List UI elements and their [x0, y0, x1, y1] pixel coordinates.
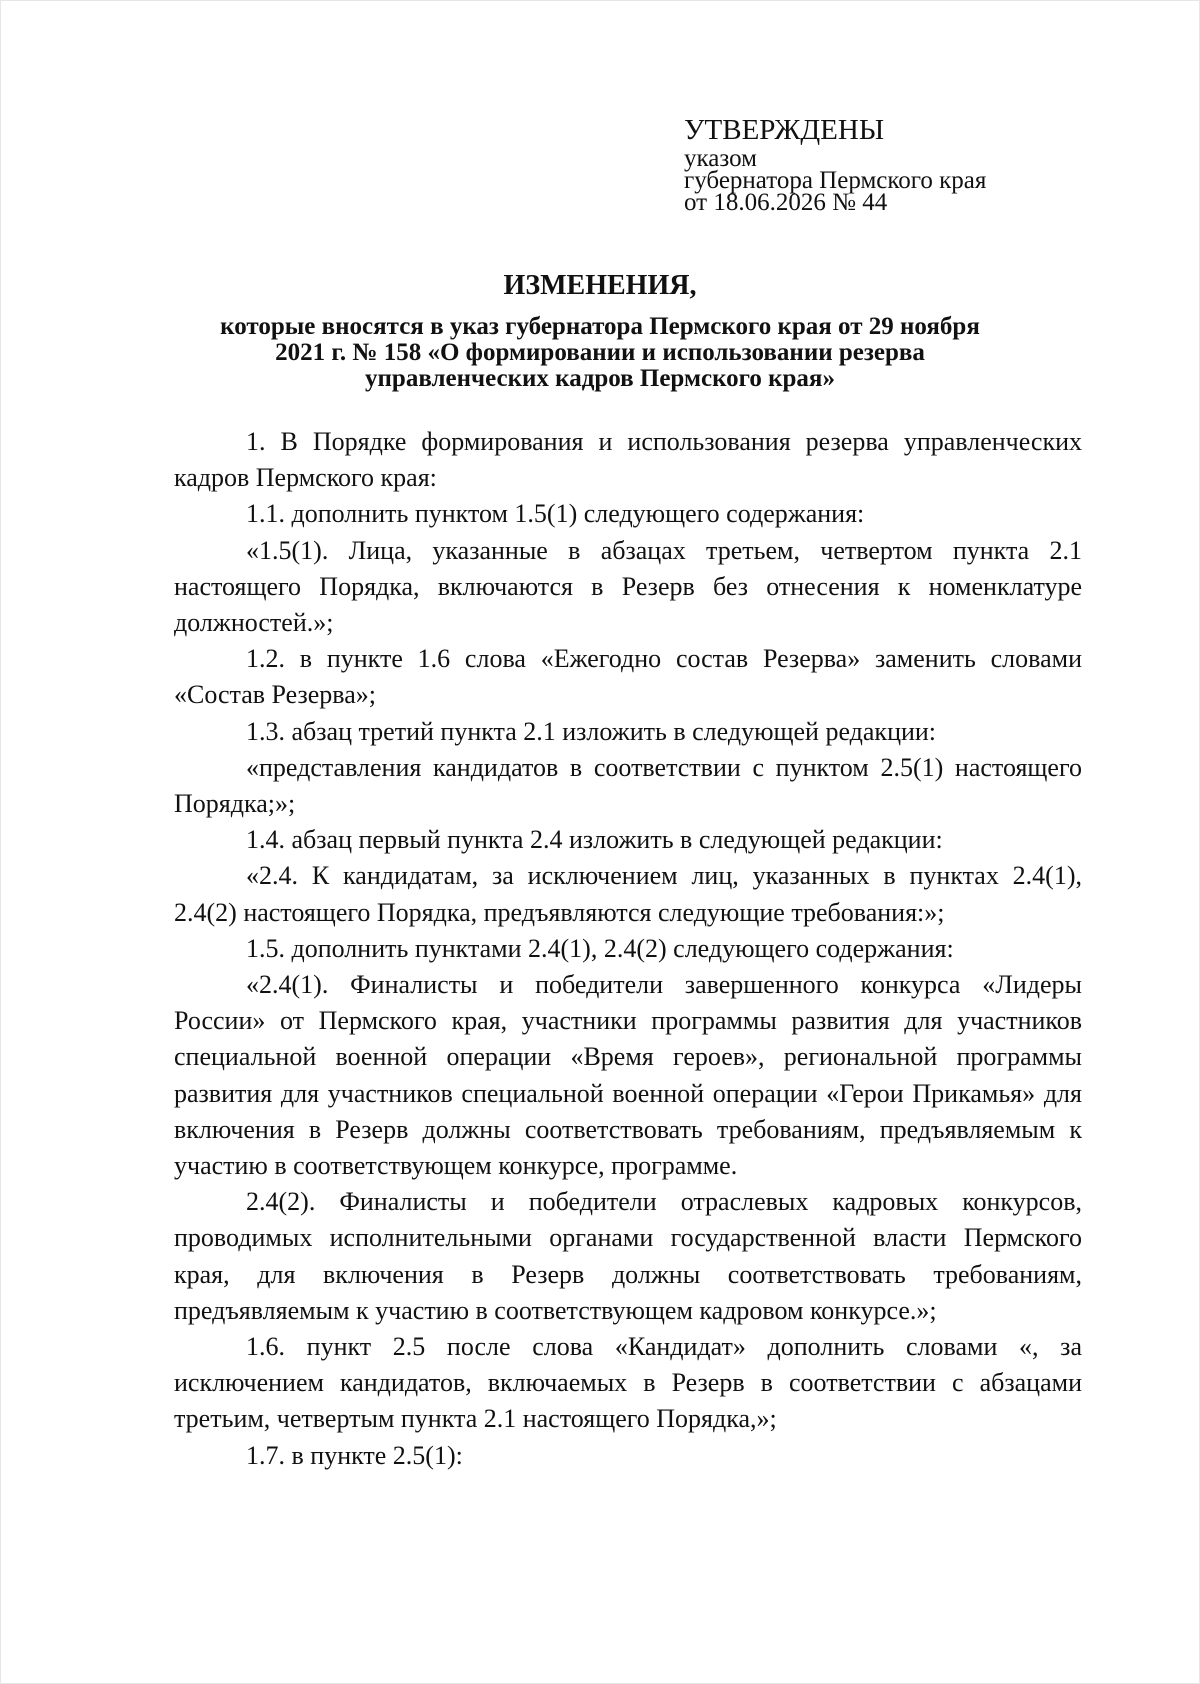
paragraph: 1.5. дополнить пунктами 2.4(1), 2.4(2) следующего содержания: — [246, 933, 954, 963]
paragraph: 1.6. пункт 2.5 после слова «Кандидат» дополнить словами «, за исключением кандидатов, включаемых в Резерв в соответствии с абзацами третьим, четвертым пункта 2.1 настоящего Порядка,»; — [174, 1332, 1082, 1434]
paragraph: 1. В Порядке формирования и использования резерва управленческих кадров Пермского края: — [174, 427, 1082, 493]
paragraph: «2.4. К кандидатам, за исключением лиц, указанных в пунктах 2.4(1), 2.4(2) настоящего Порядка, предъявляются следующие требования:»; — [174, 861, 1082, 927]
title-subtitle-line-3: управленческих кадров Пермского края» — [365, 365, 835, 392]
title-subtitle-line-2: 2021 г. № 158 «О формировании и использовании резерва — [275, 339, 925, 366]
paragraph: 1.2. в пункте 1.6 слова «Ежегодно состав Резерва» заменить словами «Состав Резерва»; — [174, 644, 1082, 710]
document-body — [174, 424, 1082, 1474]
document-title — [150, 268, 1050, 392]
title-subtitle-line-1: которые вносятся в указ губернатора Пермского края от 29 ноября — [220, 313, 980, 340]
paragraph: 1.4. абзац первый пункта 2.4 изложить в следующей редакции: — [246, 825, 943, 855]
approval-stamp — [684, 112, 1104, 214]
paragraph: 2.4(2). Финалисты и победители отраслевых кадровых конкурсов, проводимых исполнительными органами государственной власти Пермского края, для включения в Резерв должны соответствовать требованиям, предъявляемым к участию в соответствующем кадровом конкурсе.»; — [174, 1187, 1082, 1325]
approval-line-decree: указом — [684, 145, 757, 172]
paragraph: «2.4(1). Финалисты и победители завершенного конкурса «Лидеры России» от Пермского края, участники программы развития для участников специальной военной операции «Время героев», региональной программы развития для участников специальной военной операции «Герои Прикамья» для включения в Резерв должны соответствовать требованиям, предъявляемым к участию в соответствующем конкурсе, программе. — [174, 970, 1082, 1181]
approval-line-date: от 18.06.2026 № 44 — [684, 189, 888, 216]
paragraph: 1.3. абзац третий пункта 2.1 изложить в следующей редакции: — [246, 716, 937, 746]
paragraph: «представления кандидатов в соответствии с пунктом 2.5(1) настоящего Порядка;»; — [174, 752, 1082, 819]
paragraph: 1.7. в пункте 2.5(1): — [246, 1440, 463, 1470]
paragraph: «1.5(1). Лица, указанные в абзацах третьем, четвертом пункта 2.1 настоящего Порядка, включаются в Резерв без отнесения к номенклатуре должностей.»; — [174, 535, 1082, 638]
paragraph: 1.1. дополнить пунктом 1.5(1) следующего содержания: — [246, 499, 865, 529]
title-main: ИЗМЕНЕНИЯ, — [503, 270, 697, 301]
approval-line-governor: губернатора Пермского края — [684, 167, 987, 194]
approval-title: УТВЕРЖДЕНЫ — [684, 114, 885, 146]
